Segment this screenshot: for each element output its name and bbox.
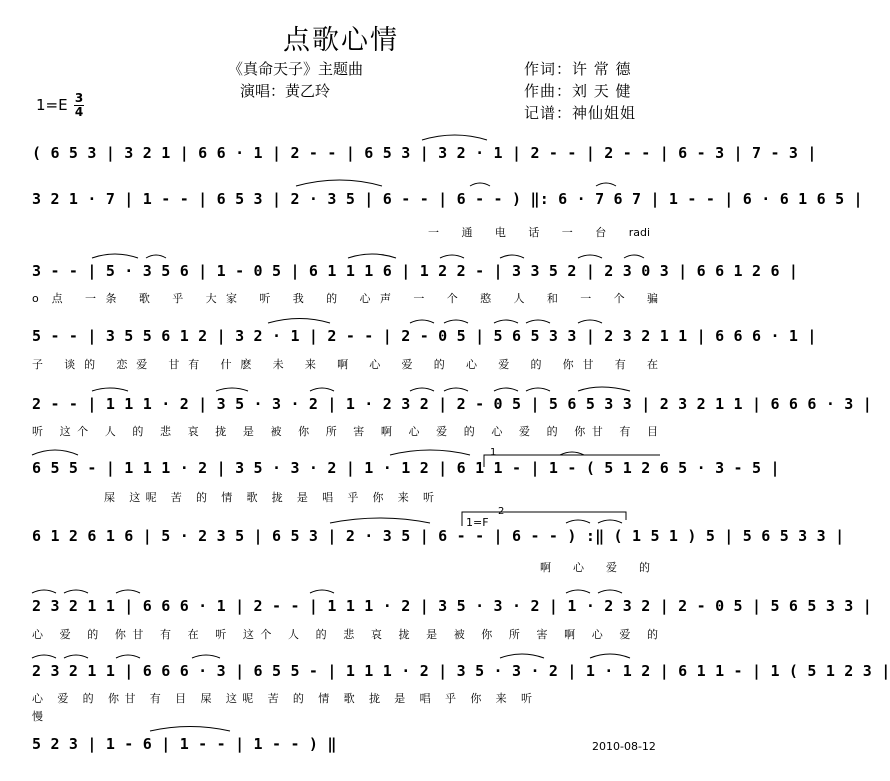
slur-arc — [32, 450, 78, 455]
slur-arc — [150, 727, 230, 732]
slur-arc — [526, 320, 550, 323]
lyric-line: o 点 一条 歌 乎 大家 听 我 的 心声 一 个 憨 人 和 一 个 骗 — [32, 292, 658, 305]
notation: 2 3 2 1 1 | 6 6 6 · 1 | 2 - - | 1 1 1 · 2 | 3 5 · 3 · 2 | 1 · 2 3 2 | 2 - 0 5 | 5 6 5 3 3 | — [32, 597, 872, 615]
slur-arc — [310, 388, 334, 391]
subtitle: 《真命天子》主题曲 — [228, 60, 364, 78]
slur-arc — [494, 320, 518, 323]
slur-arc — [422, 135, 487, 140]
slur-arc — [500, 654, 544, 658]
slur-arc — [92, 254, 138, 258]
notation: 3 - - | 5 · 3 5 6 | 1 - 0 5 | 6 1 1 1 6 | 1 2 2 - | 3 3 5 2 | 2 3 0 3 | 6 6 1 2 6 | — [32, 262, 799, 280]
slur-arc — [444, 388, 468, 391]
notation: 3 2 1 · 7 | 1 - - | 6 5 3 | 2 · 3 5 | 6 - - | 6 - - ) ‖: 6 · 7 6 7 | 1 - - | 6 · 6 1 6 5 | — [32, 190, 863, 208]
slur-arc — [116, 655, 140, 658]
slur-arc — [32, 590, 56, 593]
slur-arc — [578, 387, 630, 391]
slur-arc — [578, 320, 602, 323]
lyric-line: 听 这个 人 的 悲 哀 拢 是 被 你 所 害 啊 心 爱 的 心 爱 的 你甘 有 目 — [32, 425, 658, 438]
notation: 2 3 2 1 1 | 6 6 6 · 3 | 6 5 5 - | 1 1 1 · 2 | 3 5 · 3 · 2 | 1 · 1 2 | 6 1 1 - | 1 ( 5 1 2 3 | — [32, 662, 890, 680]
slur-arc — [268, 319, 330, 324]
transcription-date: 2010-08-12 — [592, 740, 656, 753]
slur-arc — [526, 388, 550, 391]
volta-bracket-1 — [484, 455, 660, 467]
slur-arc — [624, 255, 644, 258]
notation: 5 2 3 | 1 - 6 | 1 - - | 1 - - ) ‖ — [32, 735, 337, 753]
key-change: 1=F — [466, 516, 489, 529]
slur-arc — [470, 183, 490, 186]
lyricist-credit: 作词：许 常 德 — [524, 60, 632, 78]
slur-arc — [566, 590, 590, 593]
lyric-line: 一 通 电 话 一 台 radi — [428, 226, 650, 239]
slur-arc — [390, 450, 470, 455]
slur-arc — [596, 183, 616, 186]
lyric-line: 屎 这呢 苦 的 情 歌 拢 是 唱 乎 你 来 听 — [104, 491, 434, 504]
slur-arc — [578, 255, 602, 258]
lyric-line-extra: 慢 — [32, 710, 43, 723]
song-title: 点歌心情 — [283, 25, 399, 56]
notation: 2 - - | 1 1 1 · 2 | 3 5 · 3 · 2 | 1 · 2 3 2 | 2 - 0 5 | 5 6 5 3 3 | 2 3 2 1 1 | 6 6 6 · 3 | — [32, 395, 872, 413]
slur-arc — [146, 255, 166, 258]
volta-first-label: 1 — [490, 447, 497, 458]
transcriber-credit: 记谱：神仙姐姐 — [524, 104, 637, 122]
slur-arc — [192, 655, 220, 658]
singer-credit: 演唱：黄乙玲 — [240, 82, 331, 100]
notation: 6 1 2 6 1 6 | 5 · 2 3 5 | 6 5 3 | 2 · 3 5 | 6 - - | 6 - - ) :‖ ( 1 5 1 ) 5 | 5 6 5 3 3 | — [32, 527, 845, 545]
key-signature: 1=E — [36, 96, 68, 114]
slur-arc — [116, 590, 140, 593]
lyric-line: 子 谈的 恋爱 甘有 什麽 未 来 啊 心 爱 的 心 爱 的 你甘 有 在 — [32, 358, 658, 371]
slur-arc — [64, 655, 88, 658]
slur-arc — [440, 255, 464, 258]
slur-arc — [64, 590, 88, 593]
lyric-line: 啊 心 爱 的 — [540, 561, 650, 574]
time-signature-top: 3 — [74, 91, 84, 105]
notation: ( 6 5 3 | 3 2 1 | 6 6 · 1 | 2 - - | 6 5 3 | 3 2 · 1 | 2 - - | 2 - - | 6 - 3 | 7 - 3 | — [32, 144, 817, 162]
slur-arc — [410, 388, 434, 391]
slur-arc — [32, 655, 56, 658]
lyric-line: 心 爱 的 你甘 有 在 听 这个 人 的 悲 哀 拢 是 被 你 所 害 啊 心 爱 的 — [32, 628, 658, 641]
slur-arc — [410, 320, 434, 323]
slur-arc — [494, 388, 518, 391]
slur-arc — [500, 255, 524, 258]
slur-arc — [444, 320, 468, 323]
slur-arc — [216, 388, 248, 391]
slur-arc — [598, 590, 622, 593]
slur-arc — [310, 590, 334, 593]
time-signature-bottom: 4 — [74, 105, 84, 119]
volta-second-label: 2 — [498, 506, 505, 517]
volta-bracket-2 — [462, 512, 626, 526]
slur-arc — [92, 388, 128, 391]
notation: 6 5 5 - | 1 1 1 · 2 | 3 5 · 3 · 2 | 1 · 1 2 | 6 1 1 - | 1 - ( 5 1 2 6 5 · 3 - 5 | — [32, 459, 780, 477]
slur-arc — [598, 520, 622, 523]
composer-credit: 作曲：刘 天 健 — [524, 82, 632, 100]
slur-arc — [330, 518, 430, 523]
slur-arc — [566, 520, 590, 523]
slur-arc — [590, 654, 630, 658]
notation: 5 - - | 3 5 5 6 1 2 | 3 2 · 1 | 2 - - | 2 - 0 5 | 5 6 5 3 3 | 2 3 2 1 1 | 6 6 6 · 1 | — [32, 327, 817, 345]
lyric-line: 心 爱 的 你甘 有 目 屎 这呢 苦 的 情 歌 拢 是 唱 乎 你 来 听 — [32, 692, 532, 705]
slur-arc — [296, 180, 382, 186]
slur-arc — [348, 254, 396, 258]
